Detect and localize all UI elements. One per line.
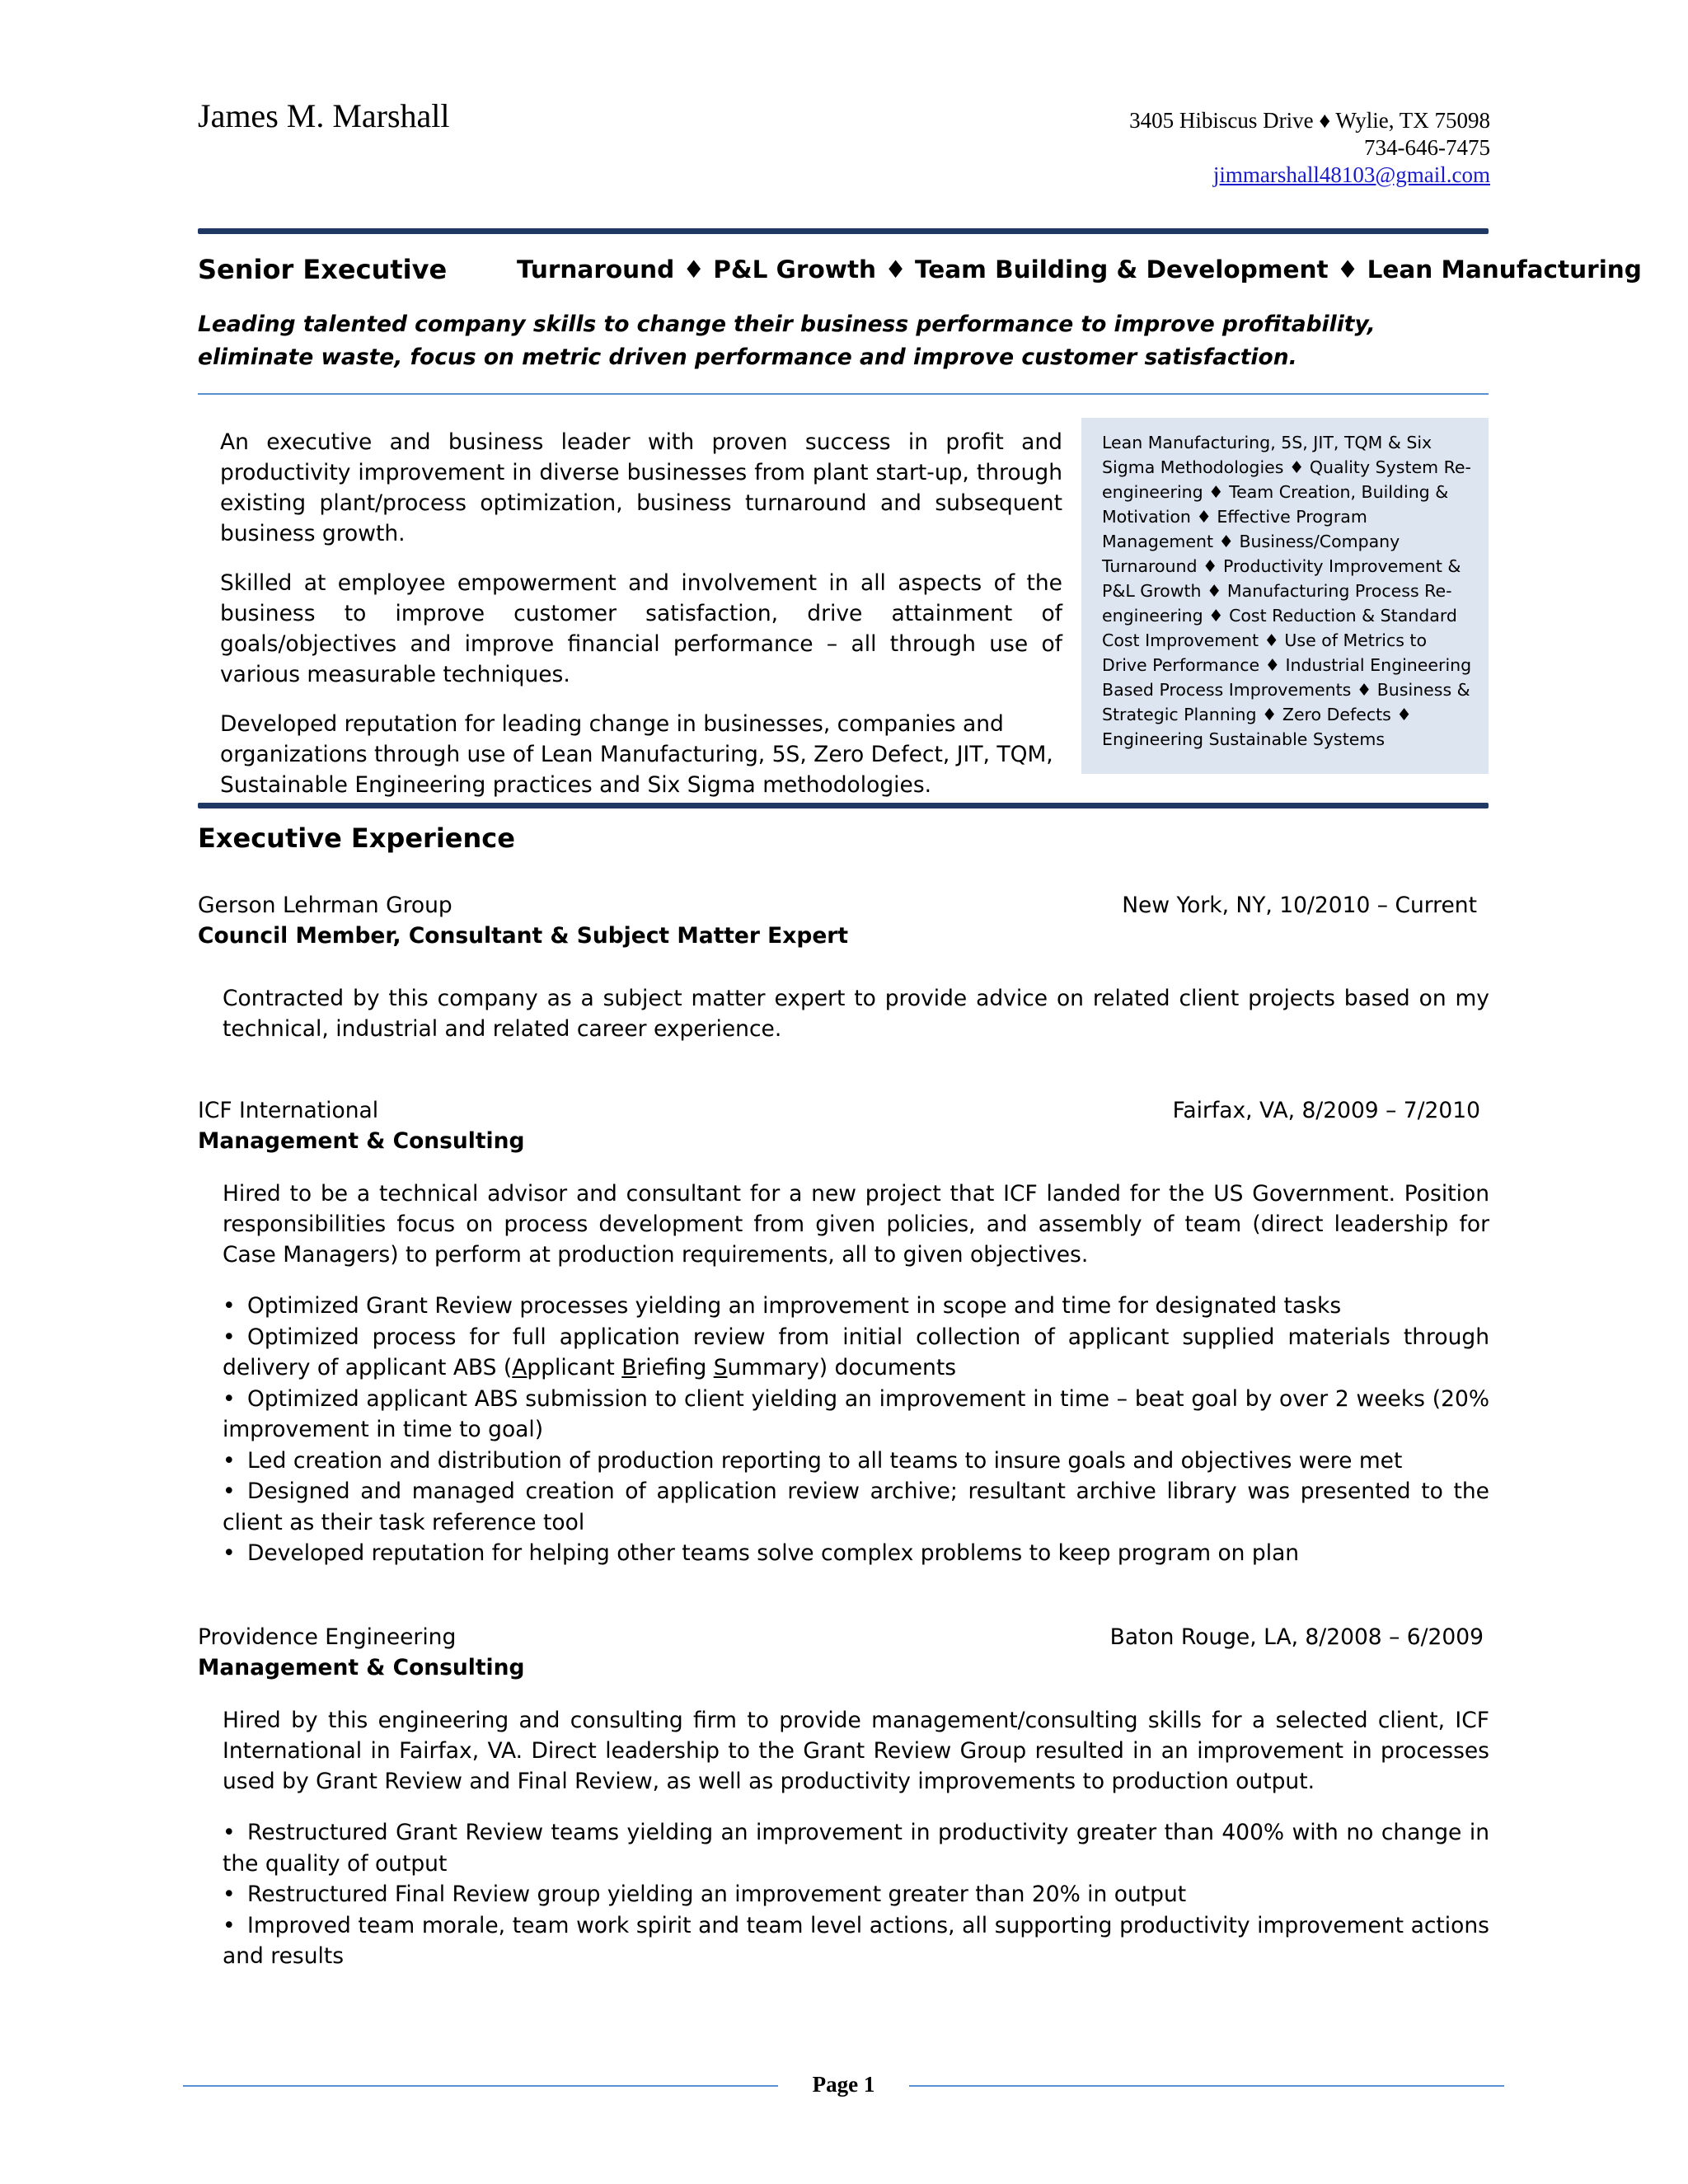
bullet-icon: • [223,1912,236,1938]
email-link[interactable]: jimmarshall48103@gmail.com [1212,162,1490,187]
summary-paragraph: Developed reputation for leading change in businesses, companies and organizations through use of Lean Manufacturing, 5S, Zero Defect, JIT, TQM, Sustainable Engineering practices and Six Sigma methodologies. [220,711,1053,798]
list-item: • Restructured Final Review group yielding an improvement greater than 20% in output [223,1879,1489,1910]
address: 3405 Hibiscus Drive ♦ Wylie, TX 75098 [1129,108,1490,133]
list-item: • Optimized process for full application review from initial collection of applicant supplied materials through delivery of applicant ABS (Applicant Briefing Summary) documents [223,1322,1489,1384]
job-company: ICF International [198,1098,379,1123]
job-location-dates: Baton Rouge, LA, 8/2008 – 6/2009 [1109,1624,1484,1650]
summary-paragraph: Skilled at employee empowerment and involvement in all aspects of the business to improve customer satisfaction, drive attainment of goals/objectives and improve financial performance – all through use of various measurable techniques. [220,570,1062,687]
job-description: Contracted by this company as a subject matter expert to provide advice on related client projects based on my technical, industrial and related career experience. [223,986,1489,1042]
section-title-experience: Executive Experience [198,823,515,854]
job-location-dates: Fairfax, VA, 8/2009 – 7/2010 [1172,1098,1480,1123]
job-title: Management & Consulting [198,1655,525,1680]
tagline: Leading talented company skills to change their business performance to improve profitability, eliminate waste, focus on metric driven performance and improve customer satisfaction. [198,312,1376,370]
bullet-icon: • [223,1385,236,1412]
bullet-icon: • [223,1324,236,1350]
list-item: • Optimized applicant ABS submission to client yielding an improvement in time – beat goal by over 2 weeks (20% improvement in time to goal) [223,1384,1489,1446]
bullet-icon: • [223,1540,236,1566]
job-company: Gerson Lehrman Group [198,893,452,918]
phone: 734-646-7475 [1364,135,1490,160]
job-description: Hired by this engineering and consulting firm to provide management/consulting skills for a selected client, ICF International in Fairfax, VA. Direct leadership to the Grant Review Group resulted in an improvement in processes used by Grant Review and Final Review, as well as productivity improvements to production output. [223,1708,1489,1794]
footer-rule-left [183,2085,778,2087]
contact-block [913,107,1490,189]
list-item: • Developed reputation for helping other teams solve complex problems to keep program on plan [223,1538,1489,1569]
summary-paragraph: An executive and business leader with proven success in profit and productivity improvement in diverse businesses from plant start-up, through existing plant/process optimization, business turnaround and subsequent business growth. [220,429,1062,546]
headline-divider [198,393,1489,395]
job-title: Council Member, Consultant & Subject Matter Expert [198,923,849,949]
skills-list: Lean Manufacturing, 5S, JIT, TQM & Six Sigma Methodologies ♦ Quality System Re-engineering ♦ Team Creation, Building & Motivation ♦ Effective Program Management ♦ Business/Company Turnaround ♦ Productivity Improvement & P&L Growth ♦ Manufacturing Process Re-engineering ♦ Cost Reduction & Standard Cost Improvement ♦ Use of Metrics to Drive Performance ♦ Industrial Engineering Based Process Improvements ♦ Business & Strategic Planning ♦ Zero Defects ♦ Engineering Sustainable Systems [1102,433,1472,749]
list-item: • Restructured Grant Review teams yielding an improvement in productivity greater than 400% with no change in the quality of output [223,1817,1489,1879]
bullet-icon: • [223,1447,236,1474]
skills-box [1081,418,1489,774]
headline-title: Senior Executive [198,254,448,285]
section-divider [198,803,1489,808]
job-description: Hired to be a technical advisor and consultant for a new project that ICF landed for the US Government. Position responsibilities focus on process development from given policies, and assembly of team (direct leadership for Case Managers) to perform at production requirements, all to given objectives. [223,1181,1489,1268]
page-number: Page 1 [812,2072,875,2097]
footer-rule-right [909,2085,1504,2087]
job-title: Management & Consulting [198,1128,525,1154]
bullet-icon: • [223,1882,236,1907]
bullet-icon: • [223,1479,236,1504]
candidate-name: James M. Marshall [198,97,450,134]
bullet-icon: • [223,1293,236,1319]
bullet-icon: • [223,1820,236,1845]
job-company: Providence Engineering [198,1624,457,1650]
job-location-dates: New York, NY, 10/2010 – Current [1122,893,1477,918]
header-divider [198,228,1489,234]
summary-section [220,427,1062,819]
headline-tags: Turnaround ♦ P&L Growth ♦ Team Building & Development ♦ Lean Manufacturing [517,255,1642,284]
job-bullets [223,1817,1489,1972]
list-item: • Designed and managed creation of application review archive; resultant archive library was presented to the client as their task reference tool [223,1476,1489,1538]
list-item: • Optimized Grant Review processes yielding an improvement in scope and time for designated tasks [223,1291,1489,1322]
job-bullets [223,1291,1489,1569]
list-item: • Improved team morale, team work spirit and team level actions, all supporting productivity improvement actions and results [223,1910,1489,1972]
list-item: • Led creation and distribution of production reporting to all teams to insure goals and objectives were met [223,1446,1489,1477]
